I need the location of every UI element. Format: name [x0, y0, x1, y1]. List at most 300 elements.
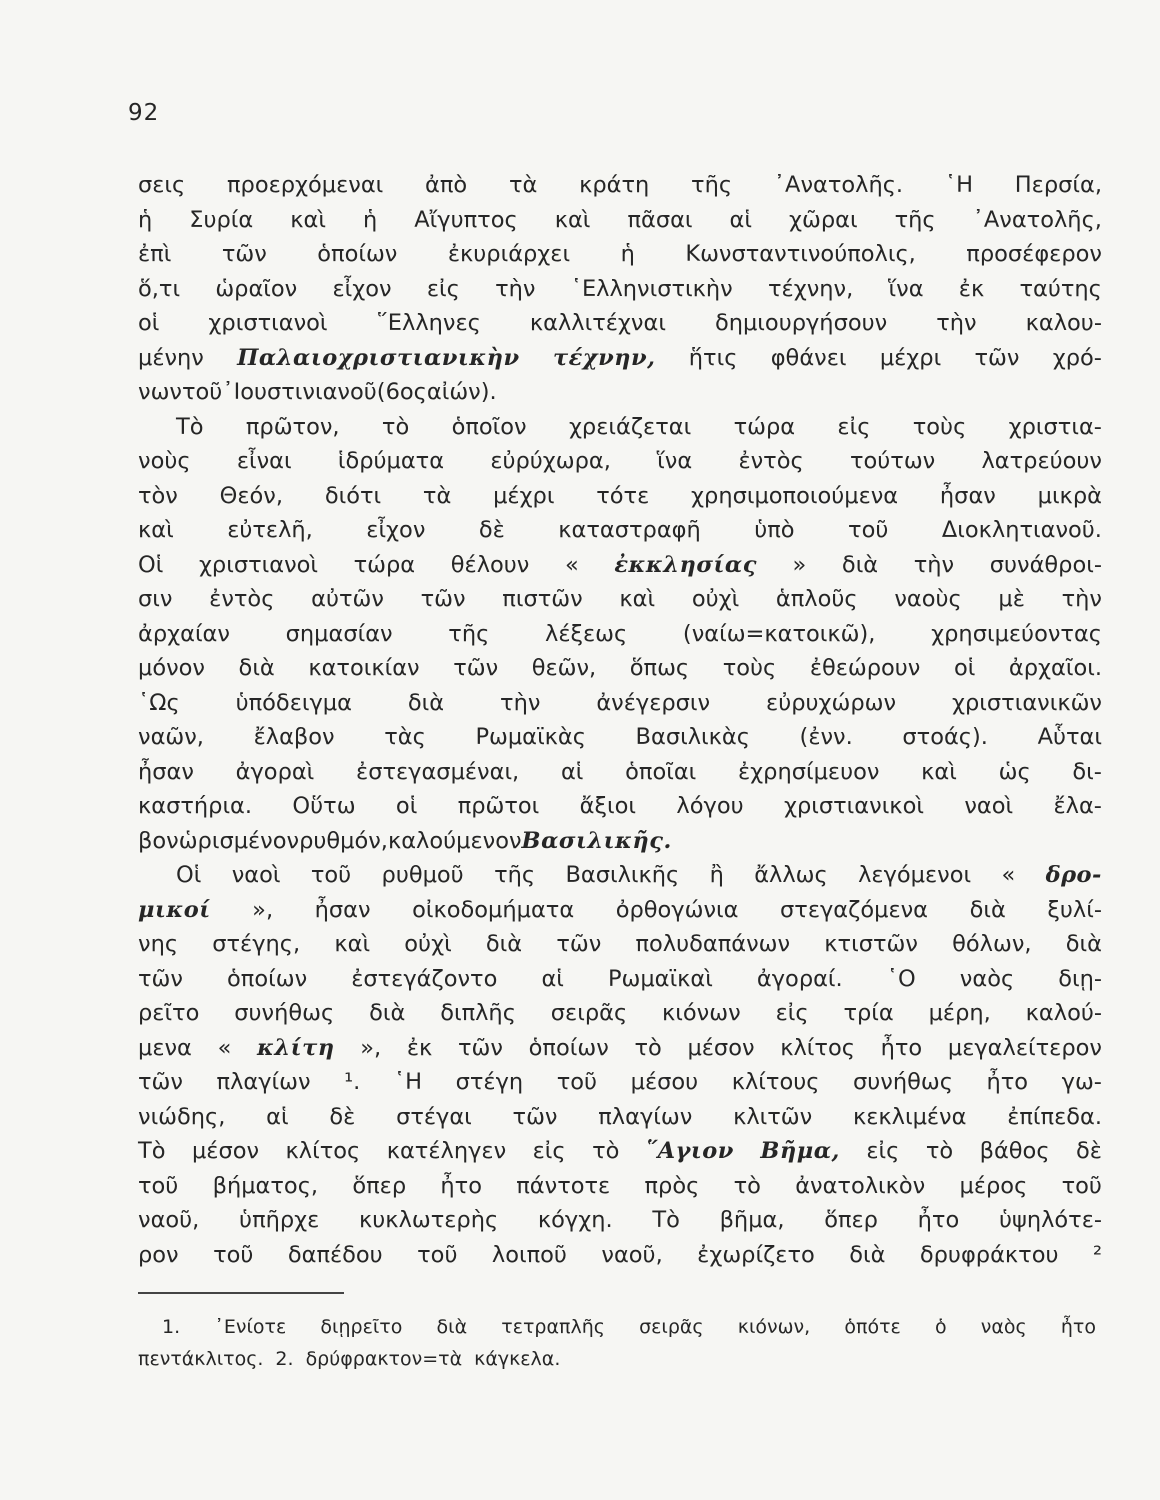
word: ὁποίων	[227, 965, 308, 992]
word: ἀγοραὶ	[235, 758, 315, 785]
page-number: 92	[128, 100, 160, 126]
word: ἦτο	[986, 1069, 1029, 1095]
word: τοῦ	[417, 1241, 458, 1268]
emphasis-word: δρο-	[1045, 862, 1102, 888]
footnote-divider	[138, 1292, 344, 1294]
word: Ρωμαϊκαὶ	[607, 965, 713, 992]
text-line	[138, 1100, 1102, 1135]
word: διὰ	[407, 689, 445, 716]
word: καλλιτέχναι	[529, 310, 666, 336]
word: ὁποῖον	[451, 413, 527, 440]
word: τῆς	[448, 620, 490, 647]
word: 2.	[275, 1348, 294, 1370]
word: αἱ	[541, 965, 564, 992]
word: κλίτος	[285, 1138, 361, 1164]
word: πιστῶν	[502, 586, 583, 612]
word: ἀνατολικὸν	[795, 1172, 926, 1199]
word: θεῶν,	[531, 655, 597, 681]
word: Συρία	[189, 206, 254, 233]
word: σεις	[138, 172, 186, 198]
emphasis-word: Βῆμα,	[760, 1138, 840, 1164]
word: (ναίω=κατοικῶ),	[682, 620, 876, 647]
word: εὐτελῆ,	[227, 517, 313, 543]
word: καὶ	[619, 586, 656, 612]
word: ἵνα	[657, 448, 693, 474]
emphasis-word: Βασιλικῆς.	[521, 827, 672, 854]
word: ναοὶ	[964, 793, 1014, 819]
word: ὁποίων	[528, 1034, 609, 1061]
word: ἦσαν	[939, 482, 996, 509]
word: καὶ	[554, 206, 591, 233]
word: τοῦ	[138, 1172, 179, 1199]
word: μὲ	[998, 586, 1025, 612]
text-line	[138, 306, 1102, 341]
word: τώρα	[353, 551, 416, 578]
word: μόνον	[138, 655, 205, 681]
word: Οὕτω	[292, 793, 356, 819]
word: ᾿Ανατολῆς,	[972, 206, 1102, 233]
text-line	[138, 755, 1102, 790]
word: τοὺς	[912, 413, 967, 440]
word: βάθος	[979, 1138, 1050, 1164]
word: διὰ	[485, 931, 523, 957]
word: πρῶτον,	[245, 413, 340, 440]
word: ἦσαν	[138, 758, 194, 785]
word: εἶχον	[332, 275, 392, 302]
word: ἀρχαίαν	[138, 620, 230, 647]
word: μέσον	[687, 1034, 755, 1061]
word: ὀρθογώνια	[615, 896, 739, 923]
text-line	[138, 824, 1102, 859]
word: οἱ	[953, 655, 976, 681]
word: λόγου	[676, 793, 744, 819]
word: Αὗται	[1037, 724, 1102, 750]
word: τῶν	[221, 241, 267, 267]
word: σημασίαν	[285, 620, 393, 647]
text-line	[138, 548, 1102, 583]
word: εὐρύχωρα,	[490, 448, 611, 474]
word: εἰς	[426, 275, 460, 302]
word: πλαγίων	[216, 1069, 311, 1095]
word: συνήθως	[234, 1000, 335, 1026]
word: ἐχωρίζετο	[697, 1241, 815, 1268]
text-line	[138, 272, 1102, 307]
word: ἔλα-	[1053, 793, 1102, 819]
word: κατέληγεν	[386, 1138, 507, 1164]
word: τὰ	[508, 172, 538, 198]
text-line	[138, 341, 1102, 376]
word: διῃρεῖτο	[320, 1316, 403, 1338]
word: ὁποίων	[317, 241, 398, 267]
word: νοὺς	[138, 448, 191, 474]
word: ναῶν,	[138, 724, 204, 750]
word: ἵνα	[888, 275, 924, 302]
word: εἶναι	[236, 448, 292, 474]
word: ὡραῖον	[215, 275, 298, 302]
word: τῶν	[458, 1034, 503, 1061]
word: τοῦ	[556, 1069, 598, 1095]
word: στέγη	[455, 1069, 524, 1095]
word: ὡρισμένον	[178, 827, 300, 854]
word: ὁ	[934, 1316, 947, 1338]
word: ὅπως	[629, 655, 690, 681]
word: ὁποῖαι	[625, 758, 697, 785]
word: χριστιανοὶ	[198, 551, 319, 578]
word: τοῦ	[181, 379, 223, 405]
word: τὴν	[1061, 586, 1102, 612]
word: σειρᾶς	[550, 1000, 628, 1026]
word: Περσία,	[1014, 172, 1102, 198]
word: ῾Ως	[138, 689, 180, 716]
word: διὰ	[849, 1241, 886, 1268]
word: δὲ	[329, 1103, 356, 1130]
word: (6ος	[376, 379, 427, 405]
word: τρία	[843, 1000, 894, 1026]
word: αἱ	[560, 758, 584, 785]
text-line	[138, 962, 1102, 997]
word: ὡς	[998, 758, 1031, 785]
word: κεκλιμένα	[852, 1103, 967, 1130]
word: ᾿Ανατολῆς.	[773, 172, 904, 198]
footnotes	[138, 1311, 1096, 1375]
text-line	[138, 651, 1102, 686]
word: ὅπερ	[824, 1207, 878, 1233]
word: τοὺς	[722, 655, 777, 681]
word: ἐστεγάζοντο	[351, 965, 498, 992]
emphasis-word: μικοί	[138, 896, 211, 923]
word: χρειάζεται	[568, 413, 692, 440]
word: διὰ	[369, 1000, 406, 1026]
text-line	[138, 479, 1102, 514]
word: κόγχη.	[537, 1207, 613, 1233]
word: Ρωμαϊκὰς	[475, 724, 586, 750]
word: τῆς	[691, 172, 733, 198]
word: κυκλωτερὴς	[359, 1207, 499, 1233]
word: νιώδης,	[138, 1103, 226, 1130]
word: ἐχρησίμευον	[738, 758, 880, 785]
word: ἀπὸ	[425, 172, 468, 198]
word: χριστια-	[1008, 413, 1102, 440]
word: πᾶσαι	[627, 206, 693, 233]
word: «	[564, 551, 579, 578]
word: ναοῦ,	[601, 1241, 663, 1268]
word: τώρα	[733, 413, 796, 440]
word: συνήθως	[853, 1069, 953, 1095]
word: χριστιανικῶν	[952, 689, 1102, 716]
word: εἰς	[837, 413, 871, 440]
word: καστήρια.	[138, 793, 253, 819]
word: Θεόν,	[219, 482, 284, 509]
word: αὐτῶν	[311, 586, 384, 612]
word: αἱ	[266, 1103, 289, 1130]
word: ναοῦ,	[138, 1207, 200, 1233]
word: οἰκοδομήματα	[412, 896, 575, 923]
word: ὅ,τι	[138, 275, 181, 302]
word: »	[792, 551, 807, 578]
word: ὑπῆρχε	[239, 1207, 320, 1233]
word: ὅπερ	[352, 1172, 407, 1199]
word: δι-	[1072, 758, 1102, 785]
word: ῾Ο	[886, 965, 916, 992]
word: διὰ	[1065, 931, 1102, 957]
word: ἐκυριάρχει	[447, 241, 571, 267]
word: ναὸς	[980, 1316, 1027, 1338]
word: δρύφρακτον=τὰ	[305, 1348, 463, 1370]
text-line	[138, 893, 1102, 928]
word: θέλουν	[450, 551, 530, 578]
word: εὐρυχώρων	[766, 689, 897, 716]
word: ναὸς	[959, 965, 1015, 992]
word: διότι	[324, 482, 382, 509]
word: καταστραφῆ	[558, 517, 701, 543]
text-line	[138, 513, 1102, 548]
word: ᾿Ενίοτε	[214, 1316, 287, 1338]
word: ρεῖτο	[138, 1000, 200, 1026]
word: κλίτους	[731, 1069, 820, 1095]
word: δημιουργήσουν	[714, 310, 888, 336]
word: ἐστεγασμέναι,	[356, 758, 520, 785]
text-line	[138, 1238, 1102, 1273]
word: Τὸ	[138, 1138, 166, 1164]
text-line	[138, 582, 1102, 617]
word: τῶν	[974, 344, 1020, 371]
word: (ἐνν.	[799, 724, 853, 750]
word: εἶχον	[366, 517, 426, 543]
word: νης	[138, 931, 179, 957]
word: στέγης,	[212, 931, 301, 957]
word: καὶ	[290, 206, 326, 233]
word: γω-	[1061, 1069, 1102, 1095]
word: εἰς	[866, 1138, 900, 1164]
word: κλιτῶν	[733, 1103, 813, 1130]
word: πρὸς	[644, 1172, 700, 1199]
word: ἦτο	[1060, 1316, 1096, 1338]
word: ἡ	[138, 206, 153, 233]
word: ῾Ελληνιστικὴν	[570, 275, 733, 302]
word: κράτη	[579, 172, 650, 198]
word: τὸ	[634, 1034, 662, 1061]
word: ναοὶ	[231, 862, 281, 888]
word: σειρᾶς	[639, 1316, 704, 1338]
word: μέρη,	[928, 1000, 991, 1026]
word: λέξεως	[545, 620, 628, 647]
word: ἡ	[620, 241, 635, 267]
word: ἦτο	[880, 1034, 923, 1061]
word: τῶν	[138, 965, 183, 992]
word: Βασιλικὰς	[635, 724, 750, 750]
word: ἐκ	[958, 275, 985, 302]
word: καλού-	[1025, 1000, 1102, 1026]
word: λεγόμενοι	[858, 862, 972, 888]
word: ἐντὸς	[738, 448, 804, 474]
word: κλίτος	[780, 1034, 855, 1061]
word: δὲ	[1076, 1138, 1102, 1164]
emphasis-word: ἐκκλησίας	[614, 551, 757, 578]
word: τῶν	[420, 586, 466, 612]
word: ἢ	[709, 862, 724, 888]
word: ἥτις	[688, 344, 738, 371]
word: ῾Η	[393, 1069, 423, 1095]
word: λατρεύουν	[981, 448, 1102, 474]
word: ταύτης	[1019, 275, 1102, 302]
word: ἔλαβον	[253, 724, 335, 750]
word: σιν	[138, 586, 173, 612]
word: τὴν	[500, 689, 541, 716]
word: στοάς).	[902, 724, 988, 750]
word: κιόνων,	[737, 1316, 811, 1338]
word: ²	[1092, 1241, 1102, 1268]
word: στεγαζόμενα	[780, 896, 929, 923]
word: τὰ	[422, 482, 452, 509]
word: ἦτο	[917, 1207, 960, 1233]
word: τέχνην,	[768, 275, 854, 302]
word: οὐχὶ	[404, 931, 452, 957]
text-line	[138, 168, 1102, 203]
word: οἱ	[138, 310, 160, 336]
word: μέχρι	[879, 344, 942, 371]
text-line	[138, 1031, 1102, 1066]
word: διὰ	[238, 655, 275, 681]
word: καὶ	[921, 758, 957, 785]
word: οὐχὶ	[691, 586, 740, 612]
word: μικρὰ	[1037, 482, 1102, 509]
text-line	[138, 686, 1102, 721]
text-line	[138, 789, 1102, 824]
word: δρυφράκτου	[919, 1241, 1059, 1268]
word: Οἱ	[176, 862, 202, 888]
word: χρησιμοποιούμενα	[691, 482, 899, 509]
word: Αἴγυπτος	[414, 206, 518, 233]
word: τῶν	[138, 1069, 183, 1095]
word: τοῦ	[310, 862, 352, 888]
word: ἀρχαῖοι.	[1008, 655, 1102, 681]
word: τὰς	[384, 724, 426, 750]
word: διὰ	[969, 896, 1006, 923]
word: τὴν	[495, 275, 536, 302]
word: »,	[360, 1034, 382, 1061]
word: μενα	[138, 1034, 192, 1061]
word: προσέφερον	[966, 241, 1102, 267]
word: οἱ	[395, 793, 418, 819]
word: πολυδαπάνων	[635, 931, 791, 957]
word: δαπέδου	[287, 1241, 383, 1268]
word: βῆμα,	[719, 1207, 785, 1233]
text-line	[138, 444, 1102, 479]
word: πρῶτοι	[457, 793, 540, 819]
word: ἀγοραί.	[756, 965, 843, 992]
word: συνάθροι-	[989, 551, 1102, 578]
word: 1.	[162, 1316, 181, 1338]
word: τὸ	[592, 1138, 620, 1164]
word: Κωνσταντινούπολις,	[685, 241, 916, 267]
word: τὴν	[936, 310, 977, 336]
word: κατοικίαν	[308, 655, 420, 681]
word: ἁπλοῦς	[775, 586, 858, 612]
word: χῶραι	[789, 206, 858, 233]
word: ἀνέγερσιν	[596, 689, 711, 716]
emphasis-word: ῞Αγιον	[645, 1138, 734, 1164]
word: τῆς	[894, 206, 936, 233]
word: προερχόμεναι	[227, 172, 384, 198]
word: μέρος	[959, 1172, 1028, 1199]
text-line	[138, 996, 1102, 1031]
word: ᾿Ιουστινιανοῦ	[222, 379, 377, 405]
word: ἐντὸς	[209, 586, 275, 612]
word: διῃ-	[1058, 965, 1102, 992]
word: Τὸ	[652, 1207, 680, 1233]
word: χριστιανικοὶ	[783, 793, 924, 819]
word: δὲ	[478, 517, 505, 543]
word: νων	[138, 379, 182, 405]
word: τοῦ	[213, 1241, 254, 1268]
word: τῶν	[512, 1103, 558, 1130]
word: κτιστῶν	[824, 931, 918, 957]
text-line	[138, 410, 1102, 445]
word: ὑψηλότε-	[998, 1207, 1102, 1233]
word: «	[217, 1034, 232, 1061]
text-line	[138, 617, 1102, 652]
word: τῶν	[556, 931, 602, 957]
word: ἐθεώρουν	[809, 655, 921, 681]
word: στέγαι	[396, 1103, 472, 1130]
word: χρησιμεύοντας	[931, 620, 1102, 647]
text-line	[138, 1169, 1102, 1204]
word: τούτων	[849, 448, 936, 474]
word: αἱ	[729, 206, 752, 233]
word: Οἱ	[138, 551, 164, 578]
word: ῾Η	[944, 172, 974, 198]
word: καὶ	[138, 517, 174, 543]
text-line	[138, 1134, 1102, 1169]
word: μεγαλείτερον	[947, 1034, 1102, 1061]
emphasis-word: κλίτη	[257, 1034, 335, 1061]
text-line	[138, 1065, 1102, 1100]
word: διὰ	[436, 1316, 468, 1338]
emphasis-word: Παλαιοχριστιανικὴν	[237, 344, 520, 371]
emphasis-word: τέχνην,	[552, 344, 656, 371]
word: τὸ	[733, 1172, 761, 1199]
word: πεντάκλιτος.	[138, 1348, 264, 1370]
text-line	[138, 237, 1102, 272]
word: μένην	[138, 344, 204, 371]
word: μέχρι	[493, 482, 555, 509]
word: μέσου	[630, 1069, 699, 1095]
word: διπλῆς	[440, 1000, 516, 1026]
word: Τὸ	[176, 413, 204, 440]
word: τὸν	[138, 482, 178, 509]
word: βήματος,	[212, 1172, 319, 1199]
word: Βασιλικῆς	[565, 862, 680, 888]
word: ἐπίπεδα.	[1007, 1103, 1102, 1130]
word: τοῦ	[1061, 1172, 1102, 1199]
word: καλούμενον	[387, 827, 522, 854]
word: ῞Ελληνες	[376, 310, 481, 336]
word: ναοὺς	[894, 586, 962, 612]
word: καὶ	[334, 931, 371, 957]
word: ὑπὸ	[754, 517, 795, 543]
word: πάντοτε	[516, 1172, 611, 1199]
word: Διοκλητιανοῦ.	[941, 517, 1102, 543]
word: χρό-	[1052, 344, 1102, 371]
word: ὁπότε	[844, 1316, 901, 1338]
word: πλαγίων	[598, 1103, 693, 1130]
word: φθάνει	[770, 344, 847, 371]
word: τὸ	[381, 413, 410, 440]
word: λοιποῦ	[491, 1241, 567, 1268]
word: ¹.	[344, 1069, 361, 1095]
word: «	[1001, 862, 1016, 888]
word: τῆς	[494, 862, 536, 888]
